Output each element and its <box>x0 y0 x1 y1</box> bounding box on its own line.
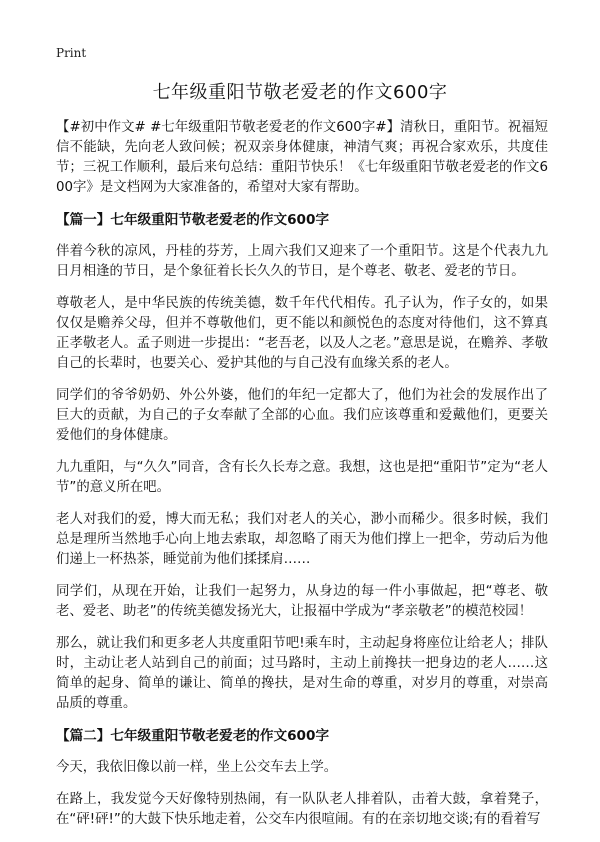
paragraph: 在路上，我发觉今天好像特别热闹，有一队队老人排着队，击着大鼓，拿着凳子，在“砰!砰!”的大鼓下快乐地走着，公交车内很喧闹。有的在亲切地交谈;有的看着写 <box>56 792 548 827</box>
print-label: Print <box>56 46 87 60</box>
intro-paragraph: 【#初中作文# #七年级重阳节敬老爱老的作文600字#】清秋日，重阳节。祝福短信不能缺，先向老人致问候；祝双亲身体健康，神清气爽；再祝合家欢乐，共度佳节；三祝工作顺利，最后来句总结：重阳节快乐！《七年级重阳节敬老爱老的作文600字》是文档网为大家准备的，希望对大家有帮助。 <box>56 120 548 195</box>
paragraph: 尊敬老人，是中华民族的传统美德，数千年代代相传。孔子认为，作子女的，如果仅仅是赡养父母，但并不尊敬他们，更不能以和颜悦色的态度对待他们，这不算真正孝敬老人。孟子则进一步提出：“老吾老，以及人之老。”意思是说，在赡养、孝敬自己的长辈时，也要关心、爱护其他的与自己没有血缘关系的老人。 <box>56 296 548 371</box>
paragraph: 那么，就让我们和更多老人共度重阳节吧!乘车时，主动起身将座位让给老人；排队时，主动让老人站到自己的前面；过马路时，主动上前搀扶一把身边的老人……这简单的起身、简单的谦让、简单的搀扶，是对生命的尊重，对岁月的尊重，对崇高品质的尊重。 <box>56 636 548 711</box>
paragraph: 同学们的爷爷奶奶、外公外婆，他们的年纪一定都大了，他们为社会的发展作出了巨大的贡献，为自己的子女奉献了全部的心血。我们应该尊重和爱戴他们，更要关爱他们的身体健康。 <box>56 388 548 443</box>
document-body <box>56 118 548 842</box>
paragraph: 同学们，从现在开始，让我们一起努力，从身边的每一件小事做起，把“尊老、敬老、爱老、助老”的传统美德发扬光大，让报福中学成为“孝亲敬老”的模范校园！ <box>56 584 548 619</box>
paragraph: 伴着今秋的凉风，丹桂的芬芳，上周六我们又迎来了一个重阳节。这是个代表九九日月相逢的节日，是个象征着长长久久的节日，是个尊老、敬老、爱老的节日。 <box>56 244 548 279</box>
paragraph: 今天，我依旧像以前一样，坐上公交车去上学。 <box>56 760 338 775</box>
section2-heading: 【篇二】七年级重阳节敬老爱老的作文600字 <box>56 728 330 744</box>
section1-heading: 【篇一】七年级重阳节敬老爱老的作文600字 <box>56 212 330 228</box>
paragraph: 九九重阳，与“久久”同音，含有长久长寿之意。我想，这也是把“重阳节”定为“老人节”的意义所在吧。 <box>56 460 548 495</box>
paragraph: 老人对我们的爱，博大而无私；我们对老人的关心，渺小而稀少。很多时候，我们总是理所当然地手心向上地去索取，却忽略了雨天为他们撑上一把伞，劳动后为他们递上一杯热茶，睡觉前为他们揉揉肩…… <box>56 512 548 567</box>
document-title: 七年级重阳节敬老爱老的作文600字 <box>152 82 448 103</box>
